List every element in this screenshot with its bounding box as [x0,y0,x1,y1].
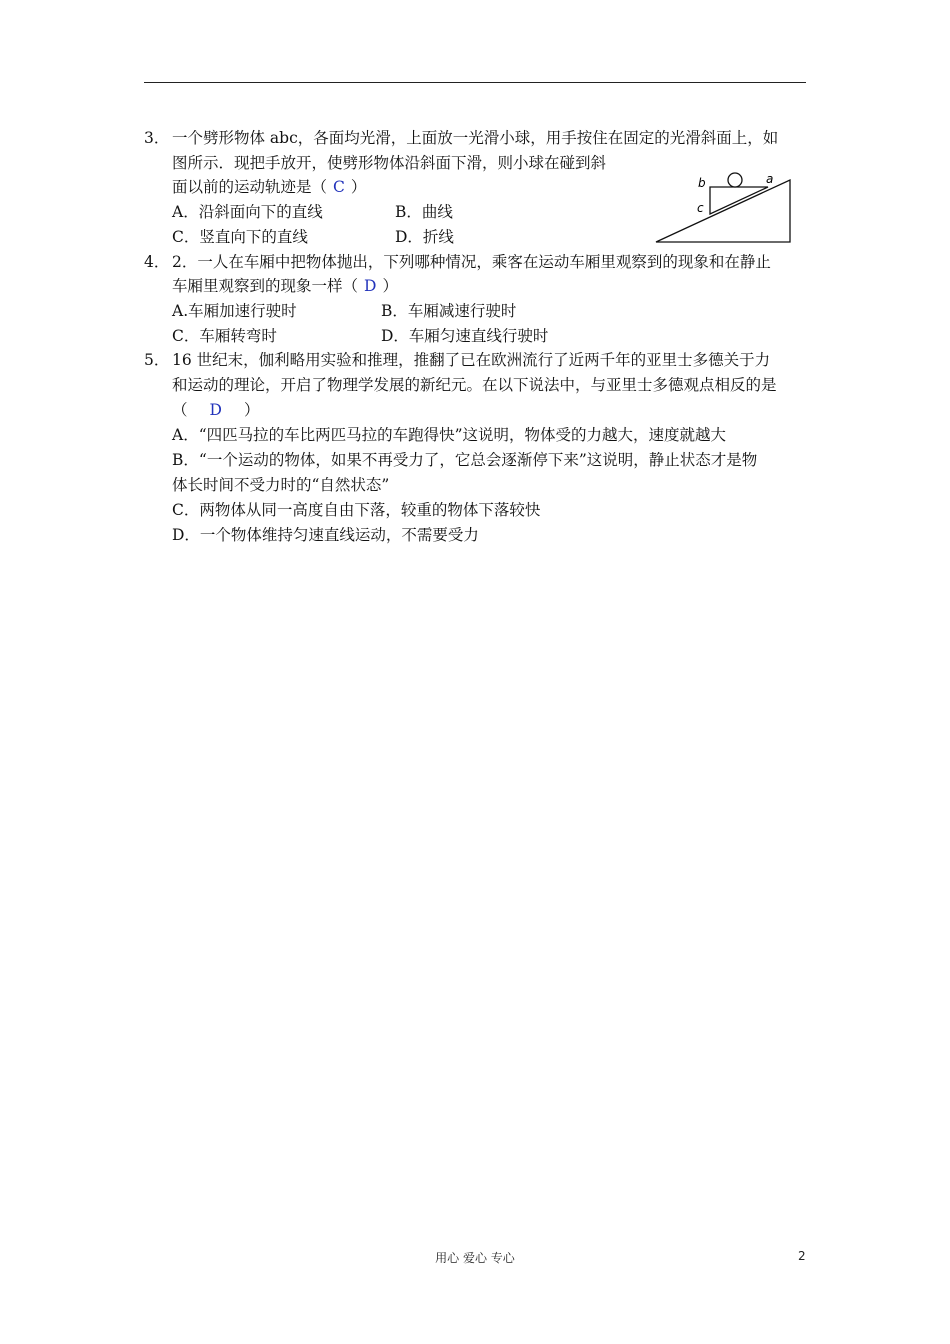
question-5-option-a: A．“四匹马拉的车比两匹马拉的车跑得快”这说明，物体受的力越大，速度就越大 [172,426,727,444]
question-5-option-b-line-1: B．“一个运动的物体，如果不再受力了，它总会逐渐停下来”这说明，静止状态才是物 [172,451,758,469]
question-3-line-3 [172,177,366,197]
wedge-abc [710,187,768,214]
question-5-number: 5． [144,351,170,369]
page-footer-text: 用心 爱心 专心 [435,1251,515,1265]
header-rule [144,82,806,83]
question-5-answer-close: ） [243,401,260,419]
question-5-option-c: C．两物体从同一高度自由下落，较重的物体下落较快 [172,501,541,519]
page-number: 2 [798,1249,806,1263]
question-4-answer: D [364,277,377,295]
question-3-number: 3． [144,129,170,147]
label-b: b [698,176,706,190]
question-3-option-d: D．折线 [395,228,454,246]
question-4-option-c: C．车厢转弯时 [172,327,277,345]
question-4-line-1: 2．一人在车厢中把物体抛出，下列哪种情况，乘客在运动车厢里观察到的现象和在静止 [172,253,771,271]
question-5-line-1: 16 世纪末，伽利略用实验和推理，推翻了已在欧洲流行了近两千年的亚里士多德关于力 [172,351,771,369]
question-4-number: 4． [144,253,170,271]
question-5-line-2: 和运动的理论，开启了物理学发展的新纪元。在以下说法中，与亚里士多德观点相反的是 [172,376,777,394]
question-4-option-b: B．车厢减速行驶时 [381,302,517,320]
question-3-line-1: 一个劈形物体 abc，各面均光滑，上面放一光滑小球，用手按住在固定的光滑斜面上，如 [172,129,779,147]
question-5-option-b-line-2: 体长时间不受力时的“自然状态” [172,476,390,494]
question-3-answer: C [333,178,345,196]
question-3-line-2: 图所示．现把手放开，使劈形物体沿斜面下滑，则小球在碰到斜 [172,154,607,172]
label-c: c [697,201,704,215]
question-4-option-d: D．车厢匀速直线行驶时 [381,327,549,345]
question-3-option-a: A．沿斜面向下的直线 [172,203,323,221]
question-3-stem-end: 面以前的运动轨迹是（ [172,178,328,196]
question-5-option-d: D．一个物体维持匀速直线运动，不需要受力 [172,526,479,544]
question-4-line-2 [172,276,398,296]
question-3-option-b: B．曲线 [395,203,453,221]
question-5-line-3 [172,400,259,420]
question-3-answer-close: ） [350,178,367,196]
question-4-option-a: A.车厢加速行驶时 [172,302,297,320]
label-a: a [766,172,774,186]
question-4-stem-end: 车厢里观察到的现象一样（ [172,277,359,295]
wedge-incline-figure [650,168,800,248]
question-4-answer-close: ） [382,277,398,295]
question-3-option-c: C．竖直向下的直线 [172,228,308,246]
question-5-stem-end: （ [172,401,188,419]
ball-circle [728,173,742,187]
question-5-answer: D [209,401,222,419]
